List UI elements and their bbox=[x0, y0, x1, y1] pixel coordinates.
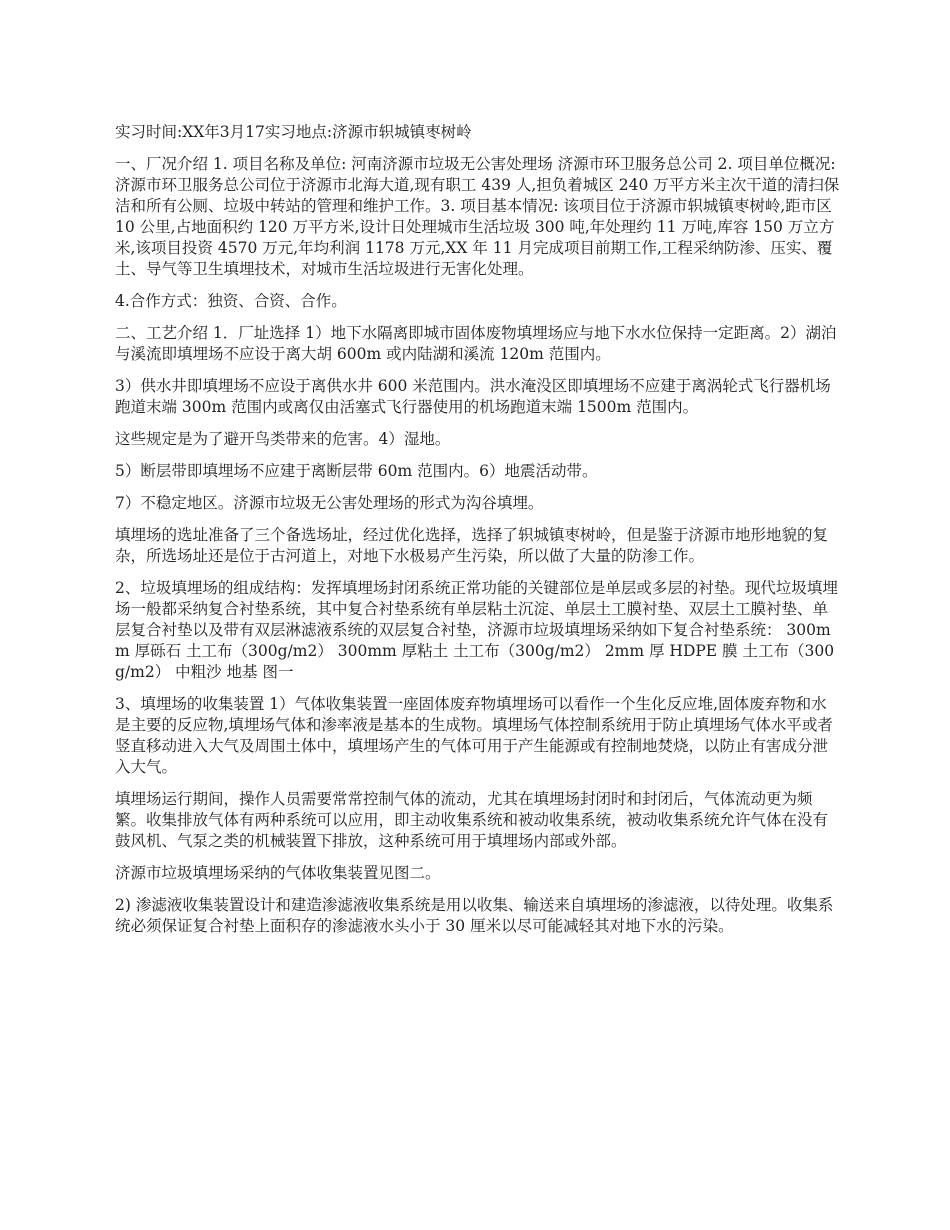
paragraph-water-well-flood: 3）供水井即填埋场不应设于离供水井 600 米范围内。洪水淹没区即填埋场不应建于离涡轮式飞行器机场跑道末端 300m 范围内或离仅由活塞式飞行器使用的机场跑道末端 1500m 范围内。 bbox=[115, 377, 831, 416]
paragraph-cooperation-mode: 4.合作方式：独资、合资、合作。 bbox=[115, 292, 347, 310]
paragraph-gas-flow-control: 填埋场运行期间，操作人员需要常常控制气体的流动，尤其在填埋场封闭时和封闭后，气体流动更为频繁。收集排放气体有两种系统可以应用，即主动收集系统和被动收集系统，被动收集系统允许气体在没有鼓风机、气泵之类的机械装置下排放，这种系统可用于填埋场内部或外部。 bbox=[115, 790, 829, 850]
paragraph-plant-overview: 一、厂况介绍 1. 项目名称及单位: 河南济源市垃圾无公害处理场 济源市环卫服务总公司 2. 项目单位概况: 济源市环卫服务总公司位于济源市北海大道,现有职工 439 人,担负着城区 240 万平方米主次干道的清扫保洁和所有公厕、垃圾中转站的管理和维护工作。3. 项目基本情况: 该项目位于济源市轵城镇枣树岭,距市区 10 公里,占地面积约 120 万平方米,设计日处理城市生活垃圾 300 吨,年处理约 11 万吨,库容 150 万立方米,该项目投资 4570 万元,年均利润 1178 万元,XX 年 11 月完成项目前期工作,工程采纳防渗、压实、覆土、导气等卫生填埋技术，对城市生活垃圾进行无害化处理。 bbox=[115, 155, 840, 278]
document-body bbox=[115, 122, 840, 948]
paragraph-birds-wetland: 这些规定是为了避开鸟类带来的危害。4）湿地。 bbox=[115, 430, 451, 448]
paragraph-figure-two-reference: 济源市垃圾填埋场采纳的气体收集装置见图二。 bbox=[115, 864, 441, 882]
paragraph-internship-info: 实习时间:XX年3月17实习地点:济源市轵城镇枣树岭 bbox=[115, 123, 472, 141]
paragraph-gas-collection: 3、填埋场的收集装置 1）气体收集装置一座固体废弃物填埋场可以看作一个生化反应堆,固体废弃物和水是主要的反应物,填埋场气体和渗率液是基本的生成物。填埋场气体控制系统用于防止填埋场气体水平或者竖直移动进入大气及周围土体中，填埋场产生的气体可用于产生能源或有控制地焚烧，以防止有害成分泄入大气。 bbox=[115, 695, 833, 776]
paragraph-candidate-sites: 填埋场的选址准备了三个备选场址，经过优化选择，选择了轵城镇枣树岭，但是鉴于济源市地形地貌的复杂，所选场址还是位于古河道上，对地下水极易产生污染，所以做了大量的防渗工作。 bbox=[115, 526, 829, 565]
paragraph-site-selection: 二、工艺介绍 1．厂址选择 1）地下水隔离即城市固体废物填埋场应与地下水水位保持一定距离。2）湖泊与溪流即填埋场不应设于离大胡 600m 或内陆湖和溪流 120m 范围内。 bbox=[115, 324, 837, 363]
paragraph-unstable-area: 7）不稳定地区。济源市垃圾无公害处理场的形式为沟谷填埋。 bbox=[115, 494, 544, 512]
paragraph-leachate-collection: 2) 渗滤液收集装置设计和建造渗滤液收集系统是用以收集、输送来自填埋场的渗滤液，以待处理。收集系统必须保证复合衬垫上面积存的渗滤液水头小于 30 厘米以尽可能减轻其对地下水的污染。 bbox=[115, 896, 834, 935]
paragraph-liner-structure: 2、垃圾填埋场的组成结构：发挥填埋场封闭系统正常功能的关键部位是单层或多层的衬垫。现代垃圾填埋场一般都采纳复合衬垫系统，其中复合衬垫系统有单层粘土沉淀、单层土工膜衬垫、双层土工膜衬垫、单层复合衬垫以及带有双层淋滤液系统的双层复合衬垫，济源市垃圾填埋场采纳如下复合衬垫系统： 300mm 厚砾石 土工布（300g/m2） 300mm 厚粘土 土工布（300g/m2） 2mm 厚 HDPE 膜 土工布（300g/m2） 中粗沙 地基 图一 bbox=[115, 579, 838, 681]
paragraph-fault-seismic: 5）断层带即填埋场不应建于离断层带 60m 范围内。6）地震活动带。 bbox=[115, 462, 598, 480]
